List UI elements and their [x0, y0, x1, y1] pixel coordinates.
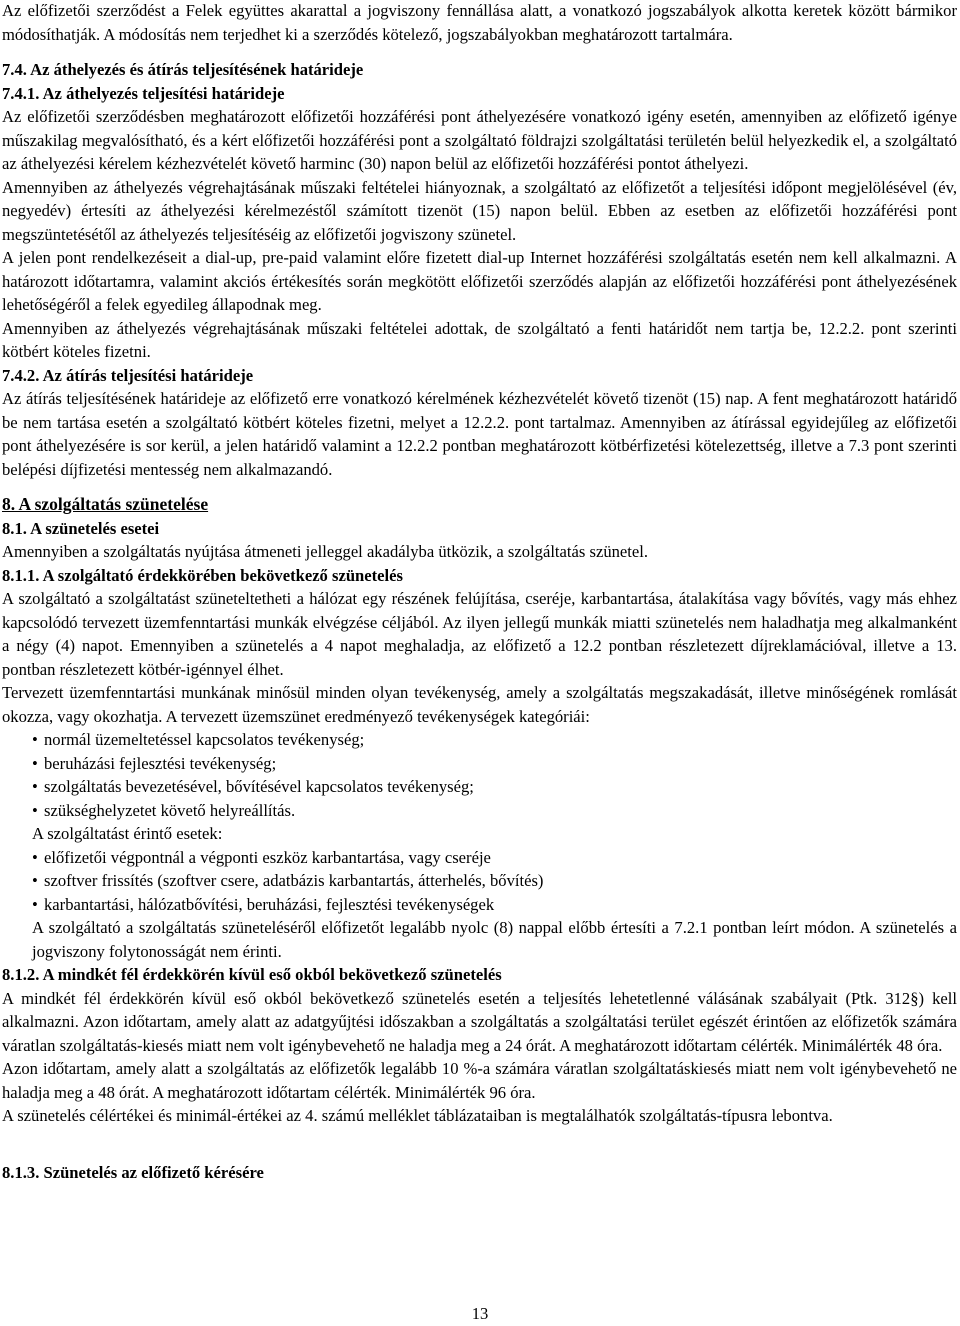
- paragraph-7-4-1-d: Amennyiben az áthelyezés végrehajtásának műszaki feltételei adottak, de szolgáltató a fenti határidőt nem tartja be, 12.2.2. pont szerinti kötbért köteles fizetni.: [2, 318, 957, 361]
- heading-7-4-1-number: 7.4.1.: [2, 83, 40, 103]
- heading-7-4-1-title: Az áthelyezés teljesítési határideje: [39, 83, 285, 103]
- heading-7-4: 7.4. Az áthelyezés és átírás teljesítésének határideje: [2, 60, 364, 79]
- affected-cases-list: [2, 846, 957, 917]
- paragraph-7-4-2: Az átírás teljesítésének határideje az előfizető erre vonatkozó kérelmének kézhezvételét követő tizenöt (15) nap. A fent meghatározott határidő be nem tartása esetén a szolgáltató kötbért köteles fizetni, melyet a 12.2.2. pont tartalmaz. Amennyiben az átírással egyidejűleg az előfizetői pont áthelyezésére is sor kerül, a jelen határidő valamint a 12.2.2 pontban meghatározott kötbérfizetési kötelezettség, illetve a 7.3 pont szerinti belépési díjfizetési mentesség nem alkalmazandó.: [2, 389, 957, 479]
- paragraph-8-1-1-b: Tervezett üzemfenntartási munkának minősül minden olyan tevékenység, amely a szolgáltatás megszakadását, illetve minőségének romlását okozza, vagy okozhatja. A tervezett üzemszünet eredményező tevékenységek kategóriái:: [2, 683, 957, 726]
- intro-paragraph: Az előfizetői szerződést a Felek együttes akarattal a jogviszony fennállása alatt, a vonatkozó jogszabályok alkotta keretek között bármikor módosíthatják. A módosítás nem terjedhet ki a szerződés kötelező, jogszabályokban meghatározott tartalmára.: [2, 1, 957, 44]
- list-item: • szükséghelyzetet követő helyreállítás.: [32, 799, 957, 823]
- paragraph-8-1-1-a: A szolgáltató a szolgáltatást szüneteltetheti a hálózat egy részének felújítása, cseréje, karbantartása, átalakítása vagy bővítés, vagy más ehhez kapcsolódó tervezett üzemfenntartási munkák elvégzése céljából. Az ilyen jellegű munkák miatti szünetelés nem haladhatja meg alkalmanként a négy (4) napot. Emennyiben a szünetelés a 4 napot meghaladja, az előfizető a 12.2 pontban részletezett díjreklamációval, illetve a 13. pontban részletezett kötbér-igénnyel élhet.: [2, 589, 957, 679]
- heading-8-1-3: 8.1.3. Szünetelés az előfizető kérésére: [2, 1162, 264, 1182]
- list-item: • beruházási fejlesztési tevékenység;: [32, 752, 957, 776]
- heading-8-1-1: 8.1.1. A szolgáltató érdekkörében bekövetkező szünetelés: [2, 565, 403, 585]
- heading-8-1-2: 8.1.2. A mindkét fél érdekkörén kívül eső okból bekövetkező szünetelés: [2, 965, 502, 984]
- list-item: • szolgáltatás bevezetésével, bővítésével kapcsolatos tevékenység;: [32, 775, 957, 799]
- heading-7-4-1: [2, 82, 957, 106]
- paragraph-8-1-2-b: Azon időtartam, amely alatt a szolgáltatás az előfizetők legalább 10 %-a számára váratlan szolgáltatáskiesés miatt nem volt igénybevehető ne haladja meg a 48 órát. A meghatározott időtartam célérték. Minimálérték 96 óra.: [2, 1059, 957, 1102]
- page-number: 13: [471, 1304, 489, 1323]
- paragraph-7-4-1-c: A jelen pont rendelkezéseit a dial-up, pre-paid valamint előre fizetett dial-up Internet hozzáférési szolgáltatás esetén nem kell alkalmazni. A határozott időtartamra, valamint akciós értékesítés során megkötött előfizetői szerződés alapján az előfizetői hozzáférési pont áthelyezésének lehetőségéről a felek egyedileg állapodnak meg.: [2, 248, 957, 314]
- list-item: • előfizetői végpontnál a végponti eszköz karbantartása, vagy cseréje: [32, 846, 957, 870]
- heading-8-1: 8.1. A szünetelés esetei: [2, 518, 160, 538]
- heading-7-4-2: 7.4.2. Az átírás teljesítési határideje: [2, 365, 254, 385]
- maintenance-categories-list: [2, 728, 957, 822]
- paragraph-8-1-2-a: A mindkét fél érdekkörén kívül eső okból bekövetkező szünetelés esetén a teljesítés lehetetlenné válásának szabályait (Ptk. 312§) kell alkalmazni. Azon időtartam, amely alatt az adatgyűjtési időszakban a szolgáltatás a szolgáltatási terület egészét érintően az előfizetők számára váratlan szolgáltatás-kiesés miatt nem volt igénybevehető ne haladja meg a 24 órát. A meghatározott időtartam célérték. Minimálérték 48 óra.: [2, 988, 957, 1055]
- heading-8: [2, 493, 957, 517]
- list-item: • szoftver frissítés (szoftver csere, adatbázis karbantartás, átterhelés, bővítés): [32, 869, 957, 893]
- paragraph-7-4-1-b: Amennyiben az áthelyezés végrehajtásának műszaki feltételei hiányoznak, a szolgáltató az előfizetőt a teljesítési időpont megjelölésével (év, negyedév) értesíti az áthelyezési kérelmezéstől számított tizenöt (15) napon belül. Ebben az esetben az előfizetői hozzáférési pont megszüntetésétől az áthelyezés teljesítéséig az előfizetői jogviszony szünetel.: [2, 177, 957, 244]
- paragraph-8-1: Amennyiben a szolgáltatás nyújtása átmeneti jelleggel akadályba ütközik, a szolgáltatás szünetel.: [2, 542, 649, 561]
- list-item: • normál üzemeltetéssel kapcsolatos tevékenység;: [32, 728, 957, 752]
- document-body: [2, 0, 957, 1184]
- list-item: • karbantartási, hálózatbővítési, beruházási, fejlesztési tevékenységek: [32, 893, 957, 917]
- notification-paragraph: A szolgáltató a szolgáltatás szüneteléséről előfizetőt legalább nyolc (8) nappal előbb értesíti a 7.2.1 pontban leírt módon. A szünetelés a jogviszony folytonosságát nem érinti.: [32, 918, 957, 961]
- paragraph-7-4-1-a: Az előfizetői szerződésben meghatározott előfizetői hozzáférési pont áthelyezésére vonatkozó igény esetén, amennyiben az előfizető igénye műszakilag megvalósítható, és a kért előfizetői hozzáférési pont a szolgáltató földrajzi szolgáltatási területén belül helyezkedik el, a szolgáltató az áthelyezési kérelem kézhezvételét követő harminc (30) napon belül az előfizetői hozzáférési pontot áthelyezi.: [2, 107, 957, 173]
- heading-8-text: 8. A szolgáltatás szünetelése: [2, 494, 209, 514]
- affected-cases-label: A szolgáltatást érintő esetek:: [32, 824, 223, 843]
- paragraph-8-1-2-c: A szünetelés célértékei és minimál-értékei az 4. számú melléklet táblázataiban is megtalálhatók szolgáltatás-típusra lebontva.: [2, 1106, 833, 1125]
